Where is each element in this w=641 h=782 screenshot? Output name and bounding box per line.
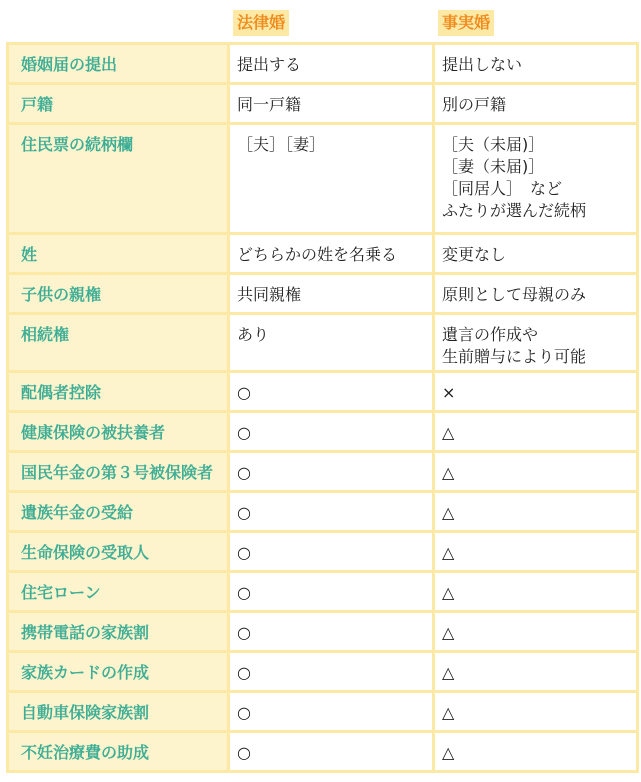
table-row — [8, 692, 638, 732]
cell-legal — [229, 692, 434, 732]
row-label: 不妊治療費の助成 — [8, 732, 229, 772]
cell-legal — [229, 612, 434, 652]
comparison-table — [6, 42, 639, 773]
cell-legal — [229, 84, 434, 124]
cell-text: 遺言の作成や — [442, 325, 539, 344]
cell-legal — [229, 412, 434, 452]
table-row — [8, 124, 638, 234]
cell-text: あり — [237, 325, 270, 344]
cell-text: 提出しない — [442, 55, 523, 74]
cell-text: ［同居人］ など — [442, 179, 563, 198]
cell-legal — [229, 732, 434, 772]
cell-defacto — [434, 612, 638, 652]
cell-defacto — [434, 124, 638, 234]
cell-text: 提出する — [237, 55, 302, 74]
cell-legal — [229, 372, 434, 412]
row-label: 子供の親権 — [8, 274, 229, 314]
cell-defacto — [434, 452, 638, 492]
cell-text: △ — [442, 583, 455, 602]
cell-text: ○ — [237, 383, 251, 402]
cell-text: △ — [442, 463, 455, 482]
row-label: 婚姻届の提出 — [8, 44, 229, 84]
cell-defacto — [434, 492, 638, 532]
cell-text: ○ — [237, 503, 251, 522]
table-row — [8, 572, 638, 612]
cell-legal — [229, 234, 434, 274]
row-label: 住民票の続柄欄 — [8, 124, 229, 234]
row-label: 住宅ローン — [8, 572, 229, 612]
cell-text: ○ — [237, 543, 251, 562]
cell-legal — [229, 532, 434, 572]
row-label: 配偶者控除 — [8, 372, 229, 412]
cell-defacto — [434, 84, 638, 124]
row-label: 戸籍 — [8, 84, 229, 124]
cell-text: ○ — [237, 423, 251, 442]
cell-defacto — [434, 234, 638, 274]
cell-text: ○ — [237, 583, 251, 602]
cell-defacto — [434, 274, 638, 314]
cell-text: 別の戸籍 — [442, 95, 507, 114]
cell-text: △ — [442, 423, 455, 442]
cell-text: ふたりが選んだ続柄 — [442, 201, 587, 220]
cell-text: 共同親権 — [237, 285, 302, 304]
cell-legal — [229, 124, 434, 234]
cell-text: △ — [442, 623, 455, 642]
row-label: 姓 — [8, 234, 229, 274]
cell-text: ［夫（未届)］ — [442, 135, 545, 154]
cell-text: ○ — [237, 743, 251, 762]
cell-defacto — [434, 652, 638, 692]
cell-text: 変更なし — [442, 245, 507, 264]
cell-defacto — [434, 732, 638, 772]
cell-text: △ — [442, 703, 455, 722]
table-row — [8, 532, 638, 572]
cell-text: 同一戸籍 — [237, 95, 302, 114]
cell-defacto — [434, 314, 638, 372]
cell-text: ○ — [237, 623, 251, 642]
cell-defacto — [434, 412, 638, 452]
row-label: 携帯電話の家族割 — [8, 612, 229, 652]
cell-legal — [229, 314, 434, 372]
row-label: 相続権 — [8, 314, 229, 372]
table-row — [8, 412, 638, 452]
row-label: 遺族年金の受給 — [8, 492, 229, 532]
table-row — [8, 612, 638, 652]
table-row — [8, 732, 638, 772]
cell-text: △ — [442, 663, 455, 682]
cell-text: どちらかの姓を名乗る — [237, 245, 398, 264]
cell-text: ○ — [237, 703, 251, 722]
cell-defacto — [434, 532, 638, 572]
cell-defacto — [434, 372, 638, 412]
table-row — [8, 274, 638, 314]
cell-legal — [229, 452, 434, 492]
cell-text: 原則として母親のみ — [442, 285, 587, 304]
cell-text: ○ — [237, 463, 251, 482]
cell-legal — [229, 492, 434, 532]
column-headers — [0, 10, 641, 36]
cell-text: 生前贈与により可能 — [442, 347, 587, 366]
cell-defacto — [434, 572, 638, 612]
table-row — [8, 452, 638, 492]
cell-text: △ — [442, 543, 455, 562]
cell-text: △ — [442, 503, 455, 522]
table-row — [8, 234, 638, 274]
table-row — [8, 652, 638, 692]
cell-text: ○ — [237, 663, 251, 682]
row-label: 健康保険の被扶養者 — [8, 412, 229, 452]
cell-defacto — [434, 44, 638, 84]
cell-text: ［妻（未届)］ — [442, 157, 545, 176]
header-defacto-marriage: 事実婚 — [438, 10, 494, 36]
header-legal-marriage: 法律婚 — [233, 10, 289, 36]
cell-legal — [229, 572, 434, 612]
row-label: 国民年金の第３号被保険者 — [8, 452, 229, 492]
table-row — [8, 314, 638, 372]
cell-legal — [229, 44, 434, 84]
cell-text: × — [442, 383, 456, 402]
table-row — [8, 44, 638, 84]
cell-legal — [229, 652, 434, 692]
cell-text: ［夫］［妻］ — [237, 135, 326, 154]
cell-text: △ — [442, 743, 455, 762]
cell-defacto — [434, 692, 638, 732]
row-label: 家族カードの作成 — [8, 652, 229, 692]
table-row — [8, 372, 638, 412]
row-label: 自動車保険家族割 — [8, 692, 229, 732]
cell-legal — [229, 274, 434, 314]
row-label: 生命保険の受取人 — [8, 532, 229, 572]
table-row — [8, 84, 638, 124]
table-row — [8, 492, 638, 532]
